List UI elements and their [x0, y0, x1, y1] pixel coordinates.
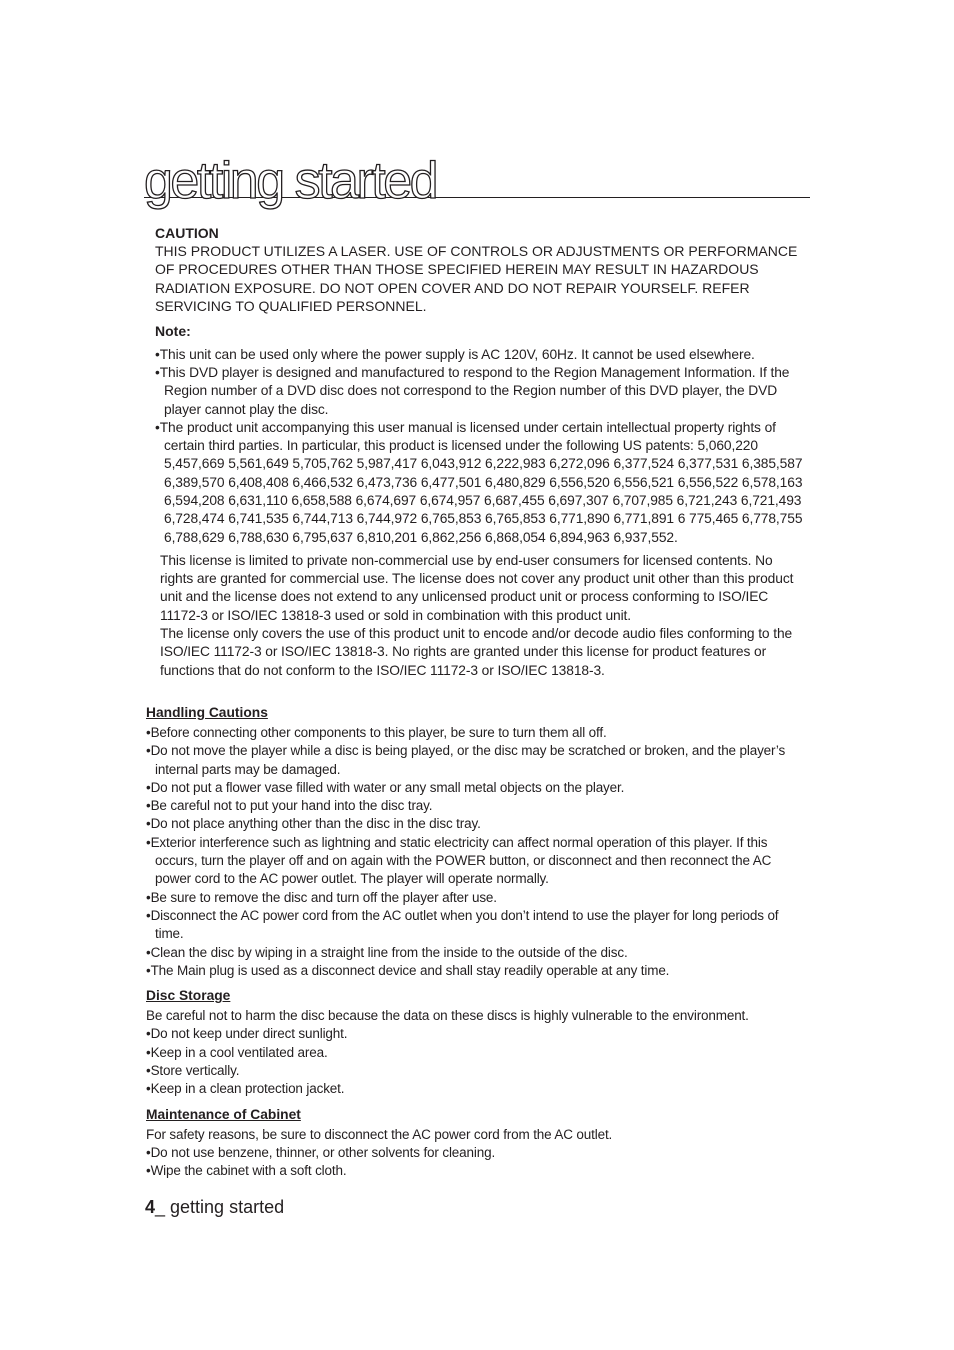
note-item: • The product unit accompanying this user manual is licensed under certain intellectual property rights of certain third parties. In particular, this product is licensed under the following US patents: 5,060,220 5,457,669 5,561,649 5,705,762 5,987,417 6,043,912 6,222,983 6,272,096 6,377,524 6,377,531 6,385,587 6,389,570 6,408,408 6,466,532 6,473,736 6,477,501 6,480,829 6,556,520 6,556,521 6,556,522 6,578,163 6,594,208 6,631,110 6,658,588 6,674,697 6,674,957 6,687,455 6,697,307 6,707,985 6,721,243 6,721,493 6,728,474 6,741,535 6,744,713 6,744,972 6,765,853 6,765,853 6,771,890 6,771,891 6 775,465 6,778,755 6,788,629 6,788,630 6,795,637 6,810,201 6,862,256 6,868,054 6,894,963 6,937,552. [155, 419, 805, 547]
license-paragraph: This license is limited to private non-commercial use by end-user consumers for licensed contents. No rights are granted for commercial use. The license does not cover any product unit other than this product unit and the license does not extend to any unlicensed product unit or process conforming to ISO/IEC 11172-3 or ISO/IEC 13818-3 used or sold in combination with this product unit. [160, 552, 794, 623]
title-rule [144, 140, 810, 210]
note-list [155, 346, 805, 547]
caution-heading: CAUTION [155, 225, 219, 241]
disc-storage-list [146, 1025, 806, 1098]
list-item: • Be sure to remove the disc and turn off the player after use. [146, 889, 806, 907]
maintenance-list [146, 1144, 806, 1181]
handling-cautions-section [146, 704, 806, 980]
handling-cautions-list [146, 724, 806, 980]
page-title: getting started [144, 152, 437, 210]
page-footer [145, 1196, 284, 1218]
list-item: • Store vertically. [146, 1062, 806, 1080]
list-item: • Keep in a clean protection jacket. [146, 1080, 806, 1098]
list-item: • Clean the disc by wiping in a straight line from the inside to the outside of the disc. [146, 944, 806, 962]
maintenance-heading: Maintenance of Cabinet [146, 1106, 301, 1122]
main-content [146, 704, 806, 1188]
maintenance-intro: For safety reasons, be sure to disconnect the AC power cord from the AC outlet. [146, 1126, 613, 1142]
footer-label: _ getting started [155, 1197, 285, 1217]
page-number: 4 [145, 1197, 156, 1217]
list-item: • Do not move the player while a disc is being played, or the disc may be scratched or broken, and the player’s internal parts may be damaged. [146, 742, 806, 779]
caution-text: THIS PRODUCT UTILIZES A LASER. USE OF CONTROLS OR ADJUSTMENTS OR PERFORMANCE OF PROCEDURES OTHER THAN THOSE SPECIFIED HEREIN MAY RESULT IN HAZARDOUS RADIATION EXPOSURE. DO NOT OPEN COVER AND DO NOT REPAIR YOURSELF. REFER SERVICING TO QUALIFIED PERSONNEL. [155, 243, 798, 315]
handling-cautions-heading: Handling Cautions [146, 705, 268, 720]
list-item: • Do not use benzene, thinner, or other solvents for cleaning. [146, 1144, 806, 1162]
list-item: • Do not put a flower vase filled with water or any small metal objects on the player. [146, 779, 806, 797]
note-heading: Note: [155, 322, 191, 339]
maintenance-section [146, 1106, 806, 1181]
list-item: • Keep in a cool ventilated area. [146, 1044, 806, 1062]
list-item: • Do not keep under direct sunlight. [146, 1025, 806, 1043]
disc-storage-section [146, 987, 806, 1098]
note-item: • This DVD player is designed and manufactured to respond to the Region Management Information. If the Region number of a DVD disc does not correspond to the Region number of this DVD player, the DVD player cannot play the disc. [155, 364, 805, 419]
list-item: • Exterior interference such as lightning and static electricity can affect normal operation of this player. If this occurs, turn the player off and on again with the POWER button, or disconnect and then reconnect the AC power cord to the AC power outlet. The player will operate normally. [146, 834, 806, 889]
license-paragraph: The license only covers the use of this product unit to encode and/or decode audio files conforming to the ISO/IEC 11172-3 or ISO/IEC 13818-3. No rights are granted under this license for product features or functions that do not conform to the ISO/IEC 11172-3 or ISO/IEC 13818-3. [160, 626, 793, 678]
list-item: • Disconnect the AC power cord from the AC outlet when you don’t intend to use the player for long periods of time. [146, 907, 806, 944]
caution-block [155, 224, 805, 680]
list-item: • Be careful not to put your hand into the disc tray. [146, 797, 806, 815]
disc-storage-heading: Disc Storage [146, 988, 231, 1004]
note-item: • This unit can be used only where the power supply is AC 120V, 60Hz. It cannot be used elsewhere. [155, 346, 805, 364]
list-item: • Wipe the cabinet with a soft cloth. [146, 1162, 806, 1180]
list-item: • Do not place anything other than the disc in the disc tray. [146, 815, 806, 833]
disc-storage-intro: Be careful not to harm the disc because the data on these discs is highly vulnerable to the environment. [146, 1008, 749, 1024]
license-text [160, 552, 805, 680]
list-item: • Before connecting other components to this player, be sure to turn them all off. [146, 724, 806, 742]
list-item: • The Main plug is used as a disconnect device and shall stay readily operable at any time. [146, 962, 806, 980]
